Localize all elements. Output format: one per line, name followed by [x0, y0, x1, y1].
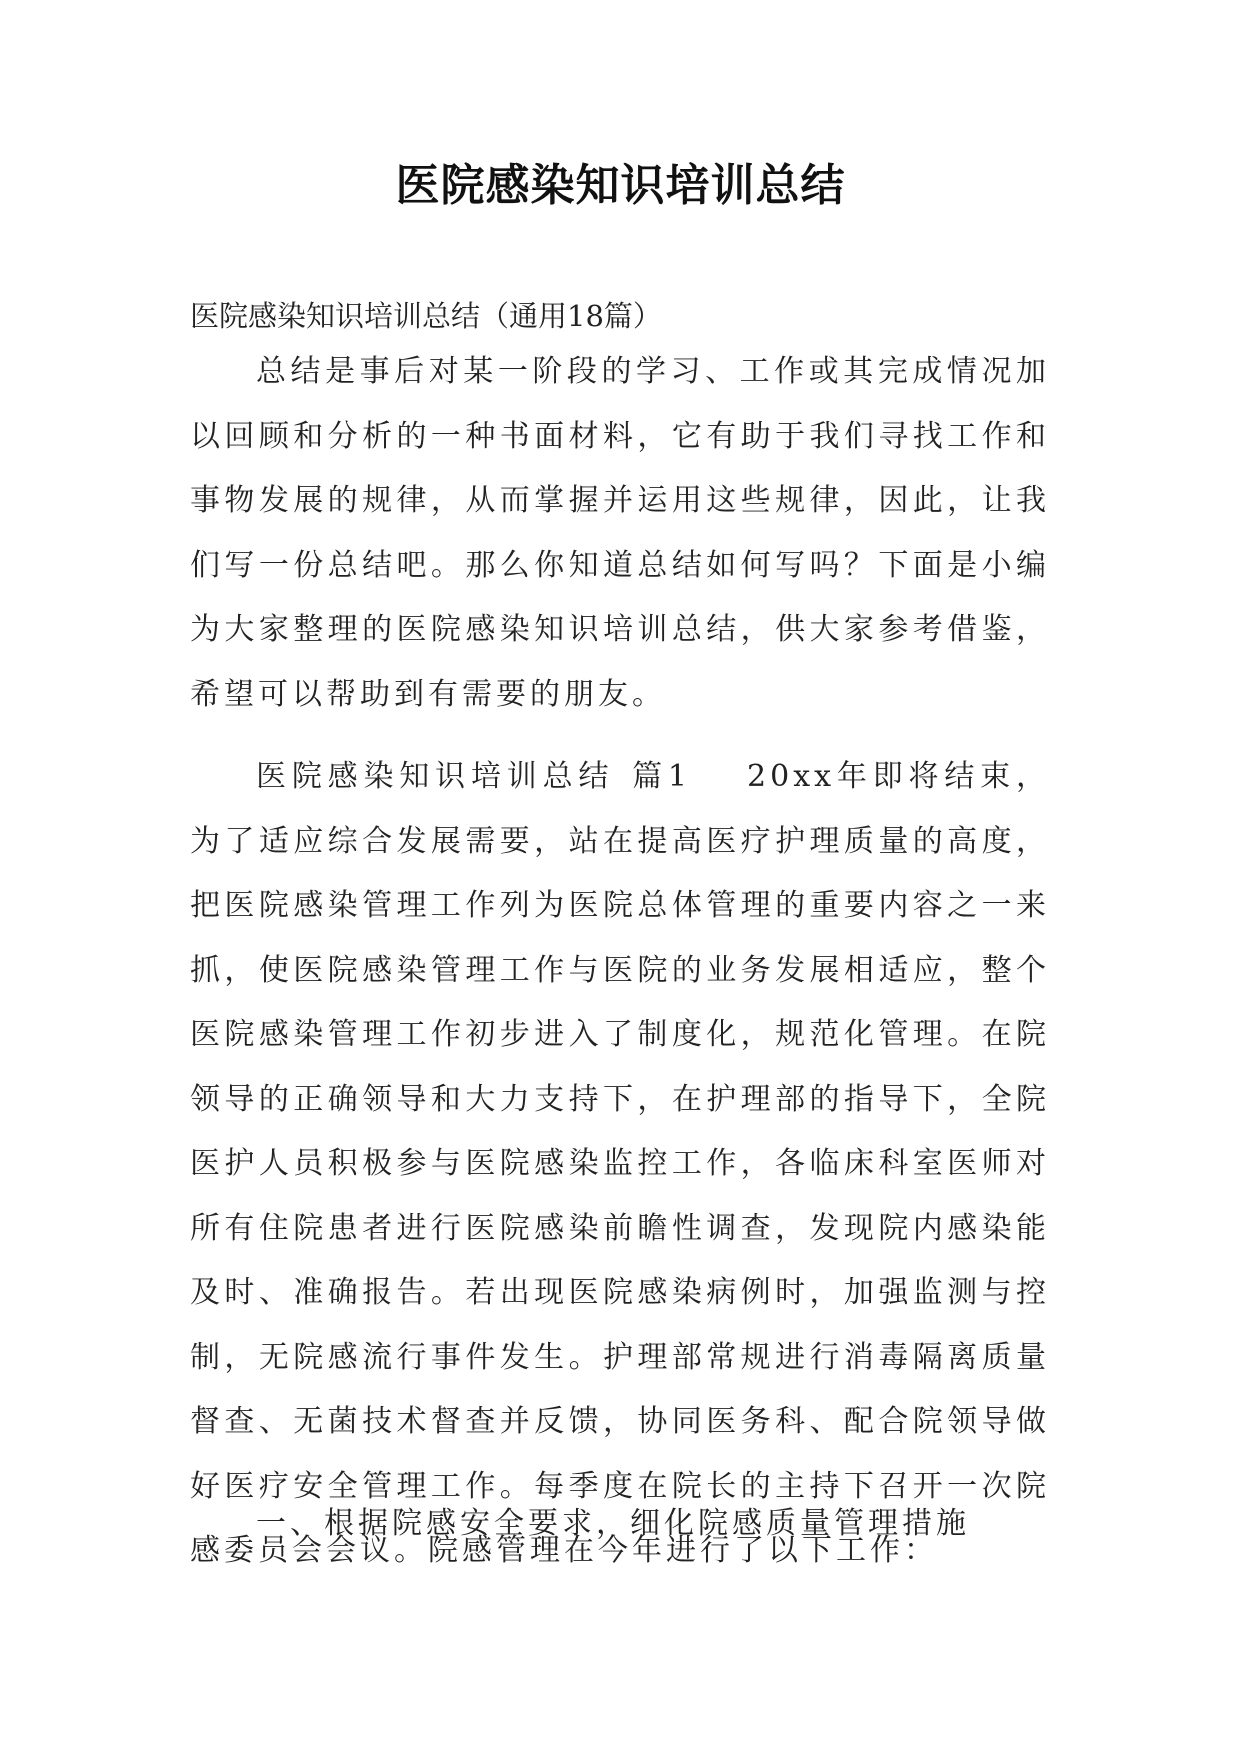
- section-1-body: 20xx年即将结束，为了适应综合发展需要，站在提高医疗护理质量的高度，把医院感染管理工作列为医院总体管理的重要内容之一来抓，使医院感染管理工作与医院的业务发展相适应，整个医院感染管理工作初步进入了制度化，规范化管理。在院领导的正确领导和大力支持下，在护理部的指导下，全院医护人员积极参与医院感染监控工作，各临床科室医师对所有住院患者进行医院感染前瞻性调查，发现院内感染能及时、准确报告。若出现医院感染病例时，加强监测与控制，无院感流行事件发生。护理部常规进行消毒隔离质量督查、无菌技术督查并反馈，协同医务科、配合院领导做好医疗安全管理工作。每季度在院长的主持下召开一次院感委员会会议。院感管理在今年进行了以下工作：: [190, 759, 1051, 1568]
- section-1-number: 篇1: [630, 759, 692, 794]
- document-title: 医院感染知识培训总结: [395, 160, 846, 211]
- section-1-paragraph: [190, 745, 1050, 1584]
- section-1-label: 医院感染知识培训总结: [256, 759, 615, 794]
- intro-paragraph: 总结是事后对某一阶段的学习、工作或其完成情况加以回顾和分析的一种书面材料，它有助于我们寻找工作和事物发展的规律，从而掌握并运用这些规律，因此，让我们写一份总结吧。那么你知道总结如何写吗？下面是小编为大家整理的医院感染知识培训总结，供大家参考借鉴，希望可以帮助到有需要的朋友。: [190, 354, 1050, 712]
- section-heading-1: 一、根据院感安全要求，细化院感质量管理措施: [256, 1506, 970, 1541]
- document-subtitle: 医院感染知识培训总结（通用18篇）: [190, 299, 662, 333]
